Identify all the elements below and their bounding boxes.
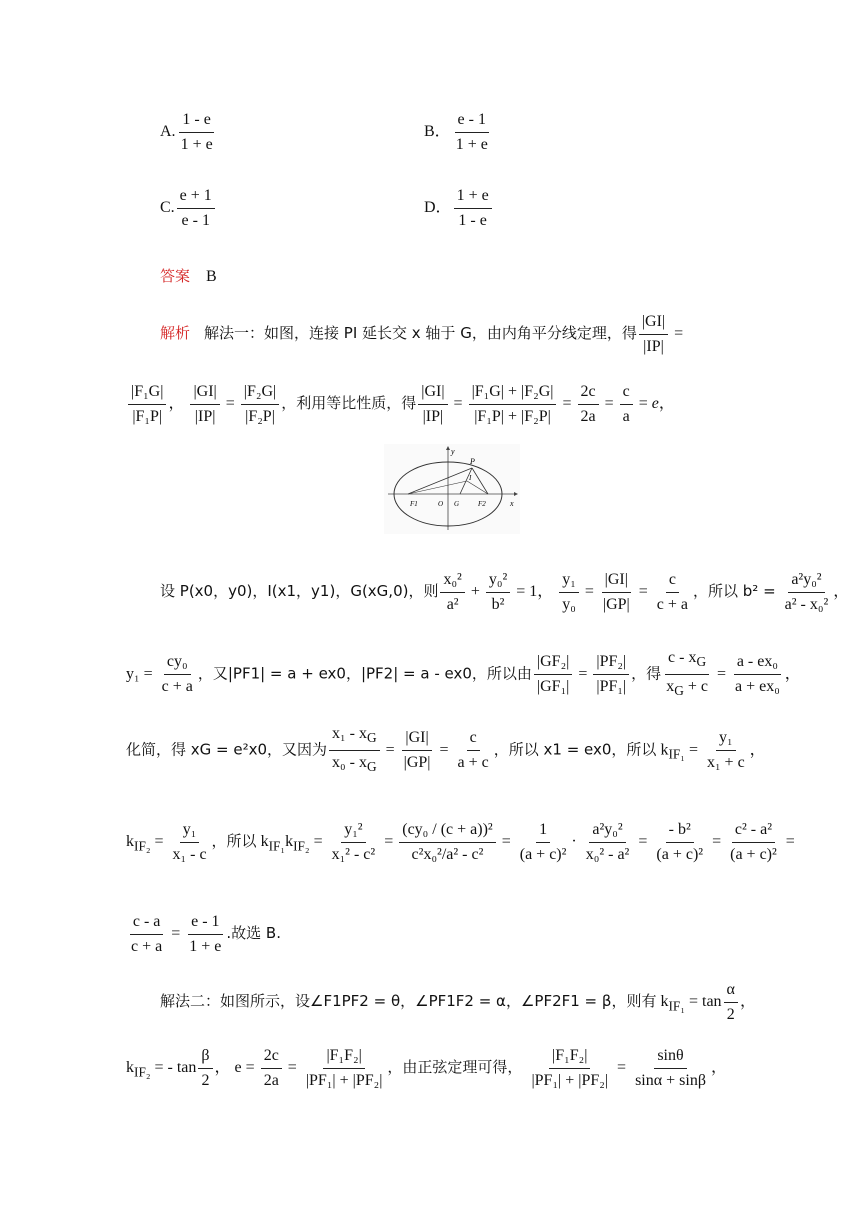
label-i: I	[469, 474, 472, 482]
option-c-fraction	[177, 188, 215, 229]
analysis-line-4: y₁ = $\frac{\text{cy₀}}{c + a}$ ，又|PF1| = a + ex0，|PF2| = a - ex0，所以由 $\frac{\text{|GF₂|}}{\text{|GF₁|}}$ = $\frac{\text{|PF₂|}}{\text{|PF₁|}}$ ，得 $\frac{c - x_G}{x_G + c}$ = $\frac{\text{a - ex₀}}{\text{a + ex₀}}$ ，	[126, 649, 801, 699]
so-x1-text: ，所以 x1 = ex0，所以	[493, 740, 657, 759]
analysis-line-7: $\frac{c - a}{c + a}$ = $\frac{e - 1}{1 + e}$ .故选 B.	[131, 913, 281, 955]
option-a-label: A.	[160, 123, 176, 141]
option-d-label: D．	[424, 199, 452, 217]
answer-tag: 答案	[160, 267, 191, 285]
option-c-label: C.	[160, 199, 175, 217]
analysis-tag: 解析	[160, 324, 191, 343]
segment-f2-i	[467, 481, 488, 494]
gi-over-ip: $\frac{|GI|}{|IP|}$	[639, 314, 668, 355]
segment-f1-i	[408, 481, 467, 494]
option-d-fraction	[454, 188, 492, 229]
method1-intro: 解法一：如图，连接 PI 延长交 x 轴于 G，由内角平分线定理，得	[204, 324, 637, 343]
answer-line	[160, 266, 217, 287]
label-o: O	[438, 500, 444, 508]
answer-value: B	[206, 268, 217, 285]
option-b-label: B．	[424, 123, 451, 141]
ellipse-figure	[384, 444, 520, 534]
choose-text: .故选 B.	[226, 924, 281, 943]
y-axis-arrow	[446, 446, 450, 450]
label-f2: F2	[478, 500, 486, 508]
label-p: P	[470, 457, 475, 466]
option-a-numerator: 1 - e	[179, 112, 213, 133]
analysis-line-9: $k_{IF_2}$ = - tan $\frac{\beta}{2}$ ， e = $\frac{2c}{2a}$ = $\frac{\text{|F₁F₂|}}{\text{|PF₁| + |PF₂|}}$ ，由正弦定理可得， $\frac{\text{|F₁F₂|}}{\text{|PF₁| + |PF₂|}}$ = $\frac{\sin\theta}{\sin\alpha + \sin\beta}$ ，	[126, 1047, 727, 1089]
label-g: G	[454, 500, 460, 508]
option-d	[424, 188, 494, 229]
analysis-line-1: 解析 解法一：如图，连接 PI 延长交 x 轴于 G，由内角平分线定理，得 $\frac{|GI|}{|IP|}$ =	[160, 313, 684, 355]
so-b2-text: ，所以 b² =	[693, 582, 776, 601]
label-y: y	[451, 447, 455, 456]
option-b-fraction	[453, 112, 491, 153]
set-points-text: 设 P(x0，y0)，I(x1，y1)，G(xG,0)，则	[160, 582, 439, 601]
analysis-line-5: 化简，得 xG = e²x0，又因为 $\frac{x_1 - x_G}{x_0 - x_G}$ = $\frac{|GI|}{|GP|}$ = $\frac{c}{a + c}$ ，所以 x1 = ex0，所以 $k_{IF_1}$ = $\frac{\text{y₁}}{\text{x₁ + c}}$ ，	[126, 725, 766, 775]
using-ratio-text: ，利用等比性质，得	[281, 394, 417, 413]
method2-text: 解法二：如图所示，设∠F1PF2 = θ，∠PF1F2 = α，∠PF2F1 = β，则有	[160, 992, 657, 1011]
analysis-line-2: $\frac{\text{|F₁G|}}{\text{|F₁P|}}$ ， $\frac{|GI|}{|IP|}$ = $\frac{\text{|F₂G|}}{\text{|F₂P|}}$ ，利用等比性质，得 $\frac{|GI|}{|IP|}$ = $\frac{\text{|F₁G| + |F₂G|}}{\text{|F₁P| + |F₂P|}}$ = $\frac{2c}{2a}$ = $\frac{c}{a}$ = e，	[126, 384, 675, 425]
segment-f2-p	[472, 468, 488, 494]
analysis-line-8: 解法二：如图所示，设∠F1PF2 = θ，∠PF1F2 = α，∠PF2F1 = β，则有 $k_{IF_1} = \tan$ $\frac{\alpha}{2}$ ，	[160, 981, 756, 1023]
label-f1: F1	[410, 500, 418, 508]
analysis-line-3: 设 P(x0，y0)，I(x1，y1)，G(xG,0)，则 $\frac{\text{x₀²}}{\text{a²}}$ + $\frac{\text{y₀²}}{\text{b²}}$ = 1， $\frac{\text{y₁}}{\text{y₀}}$ = $\frac{|GI|}{|GP|}$ = $\frac{c}{c + a}$ ，所以 b² = $\frac{\text{a²y₀²}}{\text{a² - x₀²}}$ ，	[160, 571, 850, 613]
option-b-denominator: 1 + e	[455, 136, 488, 153]
option-a	[160, 112, 218, 153]
also-text: ，又|PF1| = a + ex0，|PF2| = a - ex0，所以由	[197, 664, 532, 683]
analysis-line-6: $k_{IF_2}$ = $\frac{\text{y₁}}{\text{x₁ - c}}$ ，所以 $k_{IF_1}k_{IF_2}$ = $\frac{\text{y₁²}}{\text{x₁² - c²}}$ = $\frac{\text{(cy₀ / (c + a))²}}{\text{c²x₀²/a² - c²}}$ = $\frac{1}{\text{(a + c)²}}$ · $\frac{\text{a²y₀²}}{\text{x₀² - a²}}$ = $\frac{\text{- b²}}{\text{(a + c)²}}$ = $\frac{\text{c² - a²}}{\text{(a + c)²}}$ =	[126, 821, 795, 863]
option-a-fraction	[178, 112, 216, 153]
segment-f1-p	[408, 468, 472, 494]
option-d-denominator: 1 - e	[458, 212, 487, 229]
option-c-numerator: e + 1	[177, 188, 215, 209]
simplify-text: 化简，得 xG = e²x0，又因为	[126, 740, 328, 759]
option-a-denominator: 1 + e	[180, 136, 213, 153]
option-c-denominator: e - 1	[181, 212, 210, 229]
option-b	[424, 112, 493, 153]
sine-law-text: ，由正弦定理可得，	[387, 1058, 523, 1077]
x-axis-arrow	[514, 492, 518, 496]
option-b-numerator: e - 1	[455, 112, 489, 133]
so-product-text: ，所以	[211, 832, 257, 851]
get-text: ，得	[631, 664, 662, 683]
option-c	[160, 188, 217, 229]
option-d-numerator: 1 + e	[454, 188, 492, 209]
label-x: x	[510, 499, 514, 508]
